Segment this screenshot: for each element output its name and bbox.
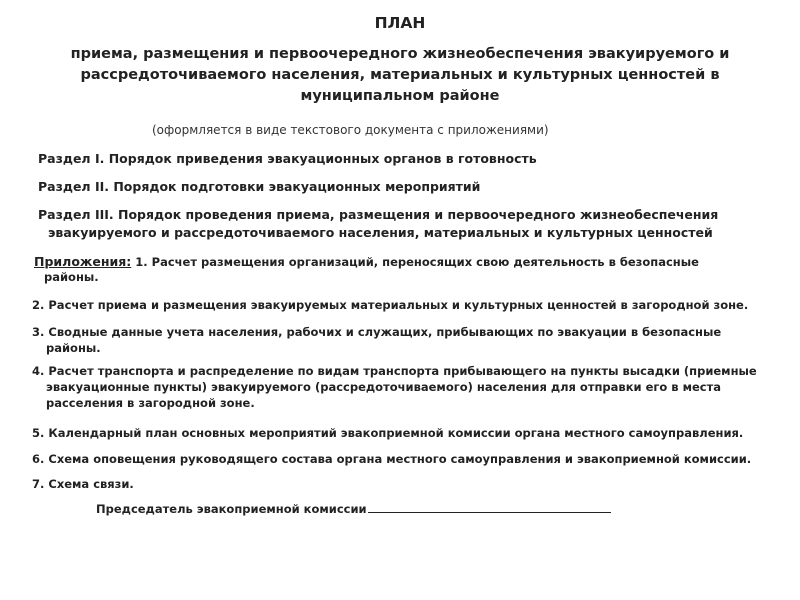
appendix-item-2: 2. Расчет приема и размещения эвакуируемых материальных и культурных ценностей в загородной зоне. — [32, 298, 749, 312]
document-subtitle — [40, 44, 760, 107]
appendix-item-5: 5. Календарный план основных мероприятий эвакоприемной комиссии органа местного самоуправления. — [32, 426, 744, 440]
signature-label: Председатель эвакоприемной комиссии — [96, 502, 367, 516]
appendix-item-3-line-1: 3. Сводные данные учета населения, рабочих и служащих, прибывающих по эвакуации в безопасные — [32, 325, 722, 339]
appendix-item-6: 6. Схема оповещения руководящего состава органа местного самоуправления и эвакоприемной комиссии. — [32, 452, 752, 466]
appendix-item-1-line-1: 1. Расчет размещения организаций, переносящих свою деятельность в безопасные — [135, 255, 699, 269]
signature-block — [96, 501, 611, 516]
appendix-item-4-line-3: расселения в загородной зоне. — [46, 396, 255, 410]
appendix-item-3 — [32, 324, 777, 356]
signature-line — [368, 501, 611, 513]
appendices-label: Приложения: — [34, 254, 132, 269]
appendix-item-3-line-2: районы. — [46, 341, 101, 355]
section-2: Раздел II. Порядок подготовки эвакуационных мероприятий — [38, 179, 481, 194]
appendix-item-1-line-2: районы. — [44, 270, 99, 284]
section-1: Раздел I. Порядок приведения эвакуационных органов в готовность — [38, 151, 537, 166]
document-title: ПЛАН — [374, 14, 426, 32]
section-3-line-2: эвакуируемого и рассредоточиваемого населения, материальных и культурных ценностей — [48, 225, 713, 240]
appendix-item-4-line-1: 4. Расчет транспорта и распределение по видам транспорта прибывающего на пункты высадки (приемные — [32, 364, 757, 378]
subtitle-line-2: рассредоточиваемого населения, материальных и культурных ценностей в — [80, 67, 720, 83]
appendix-item-4 — [32, 363, 777, 411]
section-3 — [38, 206, 768, 242]
appendix-item-1 — [34, 254, 774, 285]
section-3-line-1: Раздел III. Порядок проведения приема, размещения и первоочередного жизнеобеспечения — [38, 207, 719, 222]
subtitle-line-3: муниципальном районе — [300, 88, 500, 104]
appendix-item-4-line-2: эвакуационные пункты) эвакуируемого (рассредоточиваемого) населения для отправки его в места — [46, 380, 722, 394]
appendix-item-7: 7. Схема связи. — [32, 477, 134, 491]
format-note: (оформляется в виде текстового документа с приложениями) — [152, 123, 549, 137]
subtitle-line-1: приема, размещения и первоочередного жизнеобеспечения эвакуируемого и — [70, 46, 730, 62]
